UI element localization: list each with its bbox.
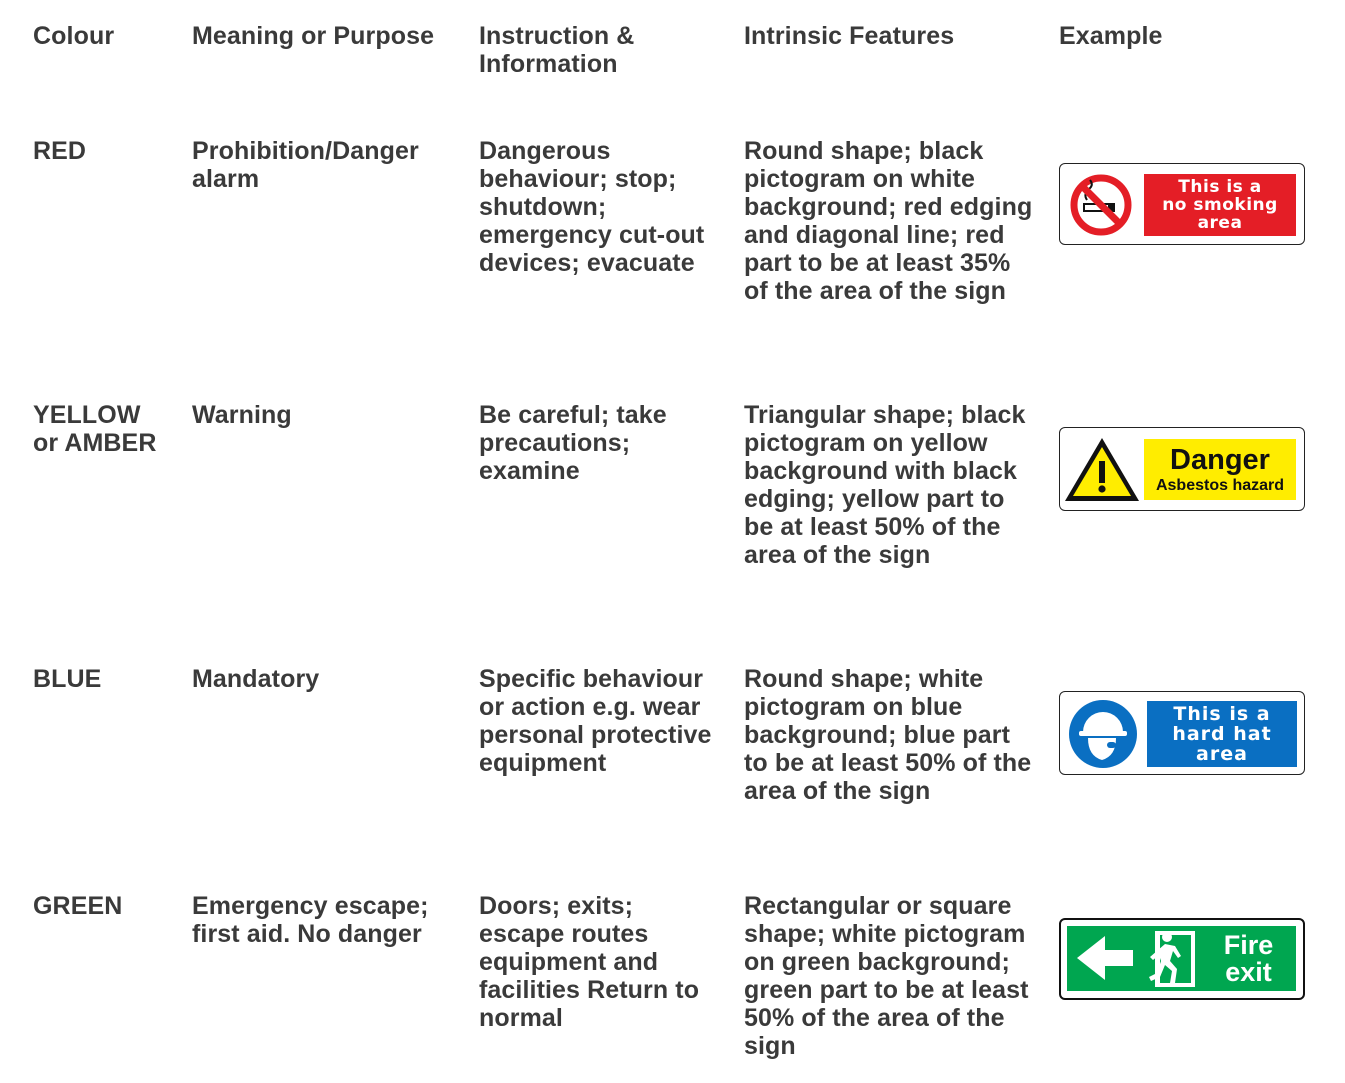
danger-sign bbox=[1059, 427, 1305, 511]
hard-hat-text: This is a hard hat area bbox=[1172, 703, 1272, 765]
row-red-features: Round shape; black pictogram on white background; red edging and diagonal line; red part to be at least 35% of the area of the sign bbox=[744, 137, 1033, 305]
warning-triangle-icon bbox=[1065, 438, 1139, 501]
fire-exit-sign bbox=[1059, 918, 1305, 1000]
row-green-meaning: Emergency escape; first aid. No danger bbox=[192, 892, 429, 948]
running-man-exit-icon bbox=[1149, 931, 1195, 987]
row-yellow-instruction: Be careful; take precautions; examine bbox=[479, 401, 667, 485]
row-red-instruction: Dangerous behaviour; stop; shutdown; emergency cut-out devices; evacuate bbox=[479, 137, 705, 277]
row-red-meaning: Prohibition/Danger alarm bbox=[192, 137, 419, 193]
header-example: Example bbox=[1059, 22, 1163, 50]
row-blue-instruction: Specific behaviour or action e.g. wear personal protective equipment bbox=[479, 665, 712, 777]
row-green-features: Rectangular or square shape; white pictogram on green background; green part to be at least 50% of the area of the sign bbox=[744, 892, 1029, 1060]
row-yellow-colour: YELLOW or AMBER bbox=[33, 401, 157, 457]
no-smoking-icon bbox=[1074, 178, 1128, 232]
fire-exit-text: Fire exit bbox=[1223, 929, 1274, 987]
no-smoking-sign bbox=[1059, 163, 1305, 245]
row-green-instruction: Doors; exits; escape routes equipment and facilities Return to normal bbox=[479, 892, 700, 1032]
row-yellow-features: Triangular shape; black pictogram on yellow background with black edging; yellow part to be at least 50% of the area of the sign bbox=[744, 401, 1026, 569]
row-blue-colour: BLUE bbox=[33, 665, 102, 693]
row-blue-meaning: Mandatory bbox=[192, 665, 320, 693]
row-blue-features: Round shape; white pictogram on blue background; blue part to be at least 50% of the area of the sign bbox=[744, 665, 1032, 805]
row-yellow-meaning: Warning bbox=[192, 401, 292, 429]
header-features: Intrinsic Features bbox=[744, 22, 955, 50]
no-smoking-text: This is a no smoking area bbox=[1162, 177, 1278, 233]
header-instruction: Instruction & Information bbox=[479, 22, 635, 78]
hard-hat-sign bbox=[1059, 691, 1305, 775]
row-red-colour: RED bbox=[33, 137, 87, 165]
header-colour: Colour bbox=[33, 22, 115, 50]
danger-text: Danger Asbestos hazard bbox=[1155, 443, 1285, 494]
header-meaning: Meaning or Purpose bbox=[192, 22, 435, 50]
row-green-colour: GREEN bbox=[33, 892, 123, 920]
hard-hat-icon bbox=[1069, 700, 1137, 768]
